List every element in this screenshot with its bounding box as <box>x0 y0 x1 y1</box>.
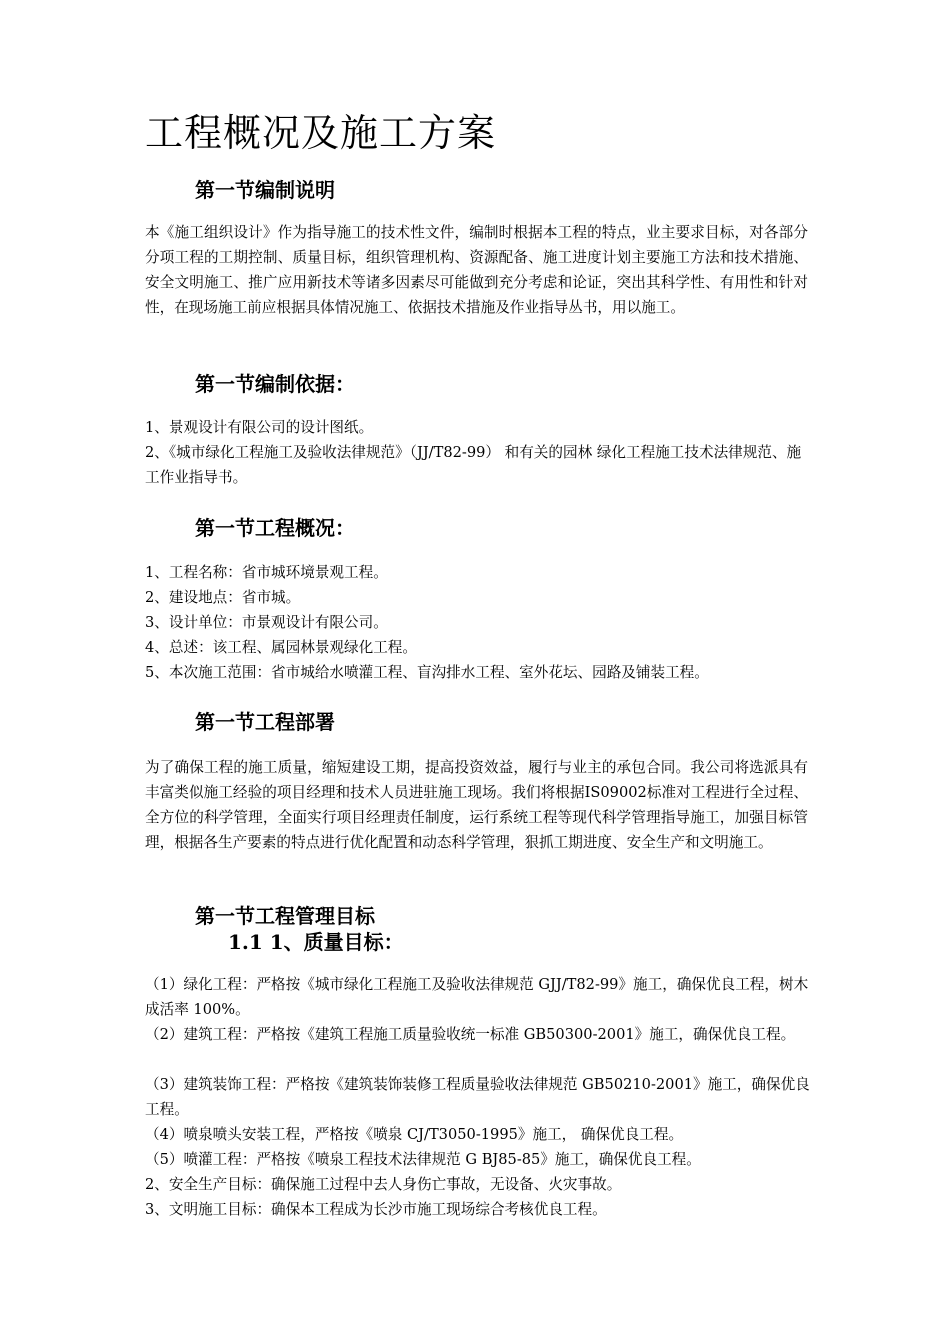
overview-item-4: 4、总述：该工程、属园林景观绿化工程。 <box>145 639 417 656</box>
basis-item-2: 2、《城市绿化工程施工及验收法律规范》（JJ/T82-99） 和有关的园林 绿化工程施工技术法律规范、施工作业指导书。 <box>145 444 802 486</box>
goal-item-building: （2）建筑工程：严格按《建筑工程施工质量验收统一标准 GB50300-2001》施工，确保优良工程。 <box>145 1026 796 1043</box>
basis-item-1: 1、景观设计有限公司的设计图纸。 <box>145 419 374 436</box>
document-title: 工程概况及施工方案 <box>145 111 497 155</box>
overview-item-1: 1、工程名称：省市城环境景观工程。 <box>145 564 388 581</box>
subheading-quality-goals: 1.1 1、质量目标： <box>228 930 404 954</box>
overview-item-5: 5、本次施工范围：省市城给水喷灌工程、盲沟排水工程、室外花坛、园路及铺装工程。 <box>145 664 709 681</box>
goal-item-safety: 2、安全生产目标：确保施工过程中去人身伤亡事故，无设备、火灾事故。 <box>145 1176 622 1193</box>
goal-item-fountain-nozzle: （4）喷泉喷头安装工程，严格按《喷泉 CJ/T3050-1995》施工， 确保优良工程。 <box>145 1126 684 1143</box>
overview-item-3: 3、设计单位：市景观设计有限公司。 <box>145 614 388 631</box>
compilation-notes-paragraph: 本《施工组织设计》作为指导施工的技术性文件，编制时根据本工程的特点，业主要求目标，对各部分分项工程的工期控制、质量目标，组织管理机构、资源配备、施工进度计划主要施工方法和技术措施、安全文明施工、推广应用新技术等诸多因素尽可能做到充分考虑和论证，突出其科学性、有用性和针对性，在现场施工前应根据具体情况施工、依据技术措施及作业指导丛书，用以施工。 <box>145 224 808 316</box>
section-heading-compilation-notes: 第一节编制说明 <box>195 178 335 202</box>
section-heading-compilation-basis: 第一节编制依据： <box>195 372 355 396</box>
section-heading-project-deployment: 第一节工程部署 <box>195 710 335 734</box>
goal-item-irrigation: （5）喷灌工程：严格按《喷泉工程技术法律规范 G BJ85-85》施工，确保优良工程。 <box>145 1151 701 1168</box>
goal-item-decoration: （3）建筑装饰工程：严格按《建筑装饰装修工程质量验收法律规范 GB50210-2001》施工，确保优良工程。 <box>145 1076 810 1118</box>
section-heading-project-overview: 第一节工程概况： <box>195 516 355 540</box>
section-heading-management-goals: 第一节工程管理目标 <box>195 904 375 928</box>
goal-item-greening: （1）绿化工程：严格按《城市绿化工程施工及验收法律规范 GJJ/T82-99》施工，确保优良工程，树木成活率 100%。 <box>145 976 809 1018</box>
overview-item-2: 2、建设地点：省市城。 <box>145 589 301 606</box>
deployment-paragraph: 为了确保工程的施工质量，缩短建设工期，提高投资效益，履行与业主的承包合同。我公司将选派具有丰富类似施工经验的项目经理和技术人员进驻施工现场。我们将根据IS09002标准对工程进行全过程、全方位的科学管理，全面实行项目经理责任制度，运行系统工程等现代科学管理指导施工，加强目标管理，根据各生产要素的特点进行优化配置和动态科学管理，狠抓工期进度、安全生产和文明施工。 <box>145 759 808 851</box>
goal-item-civilized: 3、文明施工目标：确保本工程成为长沙市施工现场综合考核优良工程。 <box>145 1201 607 1218</box>
